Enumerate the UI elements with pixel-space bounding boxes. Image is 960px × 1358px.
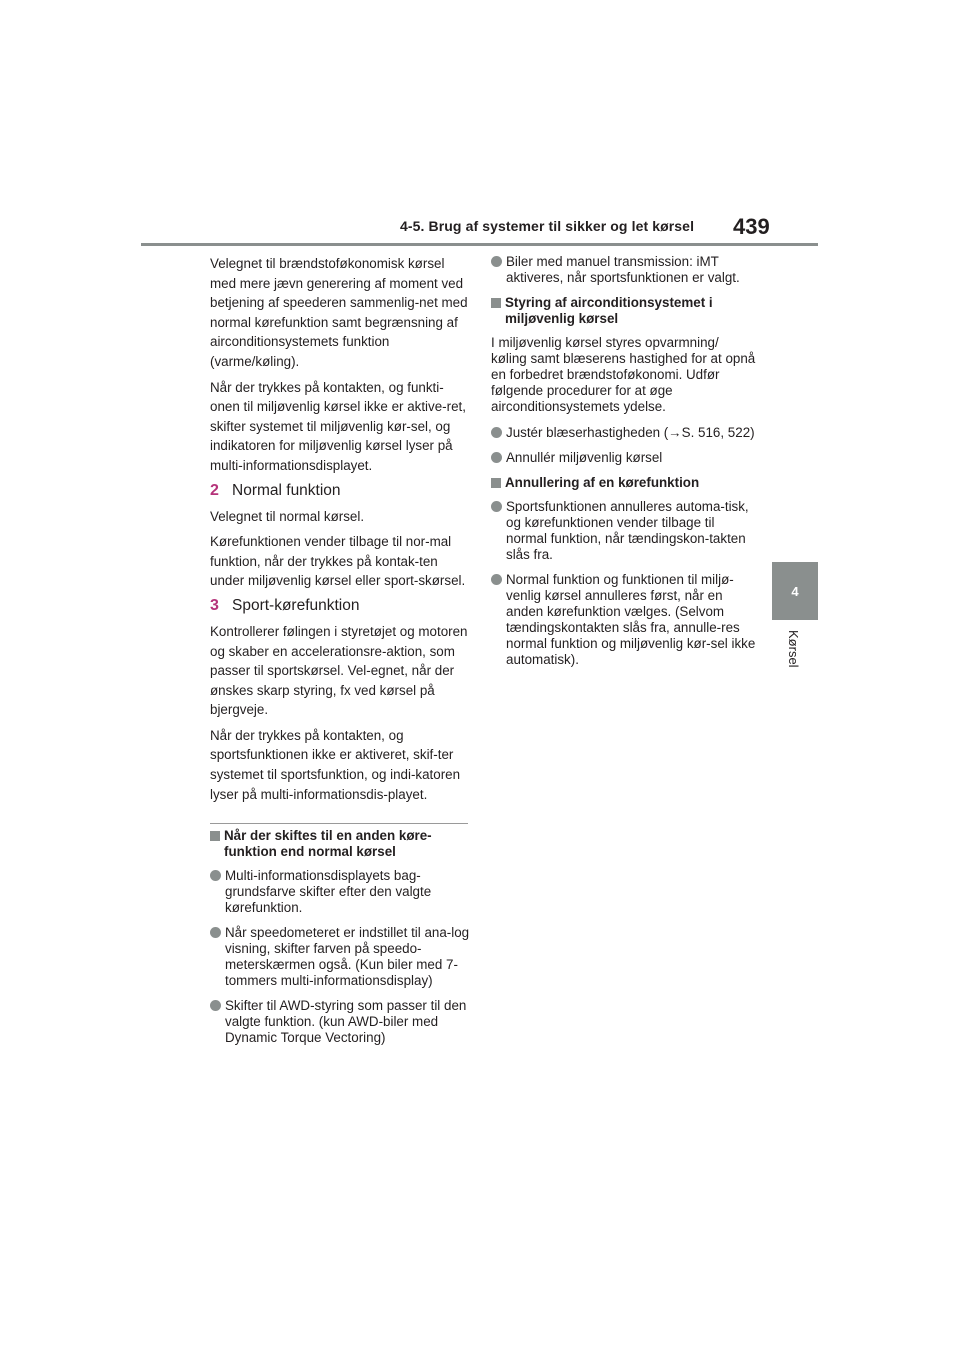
bullet-dot-icon xyxy=(491,256,502,267)
left-column xyxy=(210,254,470,1055)
cancel-heading xyxy=(491,475,756,491)
cancel-bullet xyxy=(491,572,756,668)
imt-bullet-text: Biler med manuel transmission: iMT aktiveres, når sportsfunktionen er valgt. xyxy=(506,254,740,285)
sport-mode-title: Sport-kørefunktion xyxy=(232,596,360,614)
note-bullet xyxy=(210,868,470,916)
header-rule xyxy=(141,243,818,246)
normal-mode-heading xyxy=(210,482,470,500)
square-bullet-icon xyxy=(491,298,501,308)
eco-paragraph-1: Velegnet til brændstoføkonomisk kørsel med mere jævn generering af moment ved betjening af speederen sammenlig-net med normal kørefunktion samt begrænsning af airconditionsystemets funktion (varme/køling). xyxy=(210,256,468,369)
bullet-dot-icon xyxy=(491,574,502,585)
note-bullet xyxy=(210,925,470,989)
bullet-dot-icon xyxy=(210,1000,221,1011)
imt-bullet xyxy=(491,254,756,286)
bullet-dot-icon xyxy=(491,427,502,438)
normal-paragraph-1: Velegnet til normal kørsel. xyxy=(210,508,365,524)
ac-bullet xyxy=(491,450,756,466)
note-bullet xyxy=(210,998,470,1046)
chapter-number: 4 xyxy=(791,583,799,599)
bullet-dot-icon xyxy=(491,452,502,463)
section-title: 4-5. Brug af systemer til sikker og let kørsel xyxy=(400,218,695,234)
ac-heading-text: Styring af airconditionsystemet i miljøvenlig kørsel xyxy=(505,295,713,326)
bullet-dot-icon xyxy=(210,870,221,881)
ac-paragraph: I miljøvenlig kørsel styres opvarmning/ køling samt blæserens hastighed for at opnå en forbedret brændstoføkonomi. Udfør følgende procedurer for at øge airconditionsystemets ydelse. xyxy=(491,335,756,414)
sport-paragraph-1: Kontrollerer følingen i styretøjet og motoren og skaber en accelerationsre-aktion, som passer til sportskørsel. Vel-egnet, når der ønskes skarp styring, fx ved kørsel på bjergveje. xyxy=(210,623,468,718)
right-column xyxy=(491,254,756,677)
chapter-label: Kørsel xyxy=(786,630,801,668)
square-bullet-icon xyxy=(210,831,220,841)
ac-bullet xyxy=(491,425,756,441)
note-heading-text: Når der skiftes til en anden køre-funktion end normal kørsel xyxy=(224,828,432,860)
sport-paragraph-2: Når der trykkes på kontakten, og sportsfunktionen ikke er aktiveret, skif-ter systemet til sportsfunktion, og indi-katoren lyser på multi-informationsdis-playet. xyxy=(210,727,461,802)
ac-bullet-text: Annullér miljøvenlig kørsel xyxy=(506,450,663,465)
ac-bullet-text: Justér blæserhastigheden (→S. 516, 522) xyxy=(506,425,755,440)
note-heading xyxy=(210,828,470,860)
ac-heading xyxy=(491,295,756,327)
cancel-bullet-text: Sportsfunktionen annulleres automa-tisk, og kørefunktionen vender tilbage til normal funktion, når tændingskon-takten slås fra. xyxy=(506,499,749,562)
sport-mode-heading xyxy=(210,597,470,615)
cancel-bullet xyxy=(491,499,756,563)
square-bullet-icon xyxy=(491,478,501,488)
bullet-dot-icon xyxy=(491,501,502,512)
note-bullet-text: Multi-informationsdisplayets bag-grundsfarve skifter efter den valgte kørefunktion. xyxy=(225,868,432,916)
eco-paragraph-2: Når der trykkes på kontakten, og funkti-onen til miljøvenlig kørsel ikke er aktive-ret, skifter systemet til miljøvenlig kør-sel, og indikatoren for miljøvenlig kørsel lyser på multi-informationsdisplayet. xyxy=(210,379,466,473)
sport-mode-number: 3 xyxy=(210,596,219,614)
note-bullet-text: Skifter til AWD-styring som passer til den valgte funktion. (kun AWD-biler med Dynamic Torque Vectoring) xyxy=(225,998,467,1046)
normal-paragraph-2: Kørefunktionen vender tilbage til nor-mal funktion, når der trykkes på kontak-ten under miljøvenlig kørsel eller sport-skørsel. xyxy=(210,534,466,589)
note-bullet-text: Når speedometeret er indstillet til ana-log visning, skifter farven på speedo-meterskærmen også. (Kun biler med 7-tommers multi-informationsdisplay) xyxy=(225,925,470,989)
page-number: 439 xyxy=(733,214,770,239)
bullet-dot-icon xyxy=(210,927,221,938)
cancel-bullet-text: Normal funktion og funktionen til miljø-venlig kørsel annulleres først, når en anden kørefunktion vælges. (Selvom tændingskontakten slås fra, annulle-res normal funktion og miljøvenlig kør-sel ikke automatisk). xyxy=(506,572,756,667)
chapter-tab xyxy=(772,562,818,620)
section-divider xyxy=(210,823,468,824)
cancel-heading-text: Annullering af en kørefunktion xyxy=(505,475,700,490)
normal-mode-number: 2 xyxy=(210,481,219,499)
normal-mode-title: Normal funktion xyxy=(232,481,341,499)
